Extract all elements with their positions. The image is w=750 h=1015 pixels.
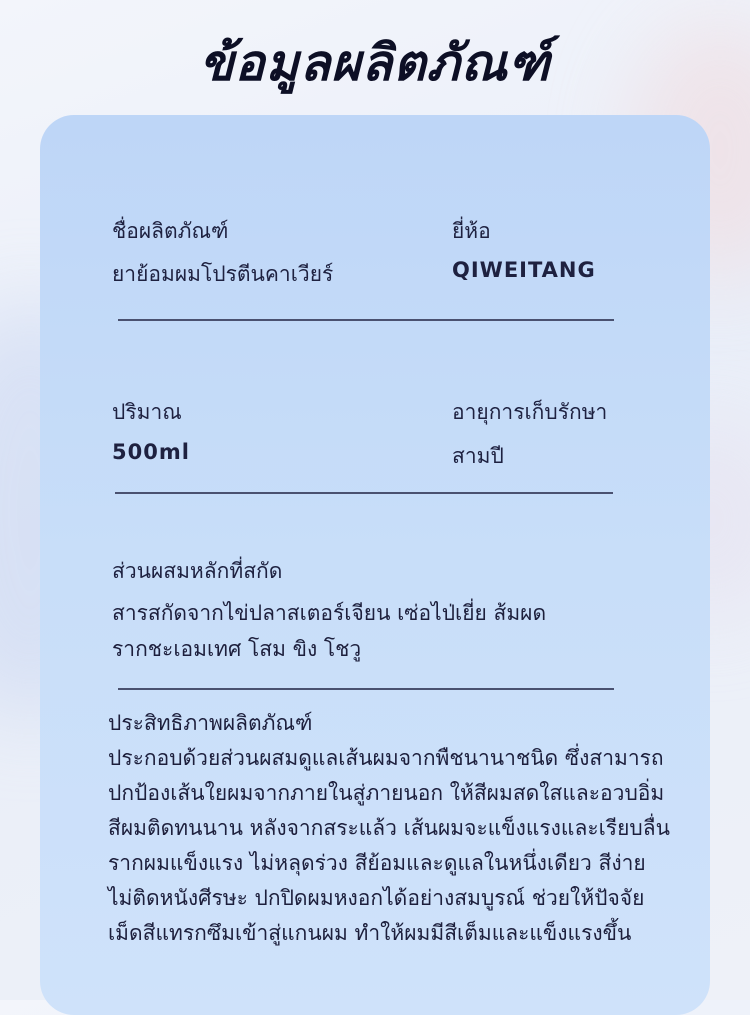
divider [115,492,613,494]
brand-label: ยี่ห้อ [452,219,491,243]
efficacy-line: ไม่ติดหนังศีรษะ ปกปิดผมหงอกได้อย่างสมบูรณ์ ช่วยให้ปัจจัย [108,886,645,910]
page-title: ข้อมูลผลิตภัณฑ์ [199,34,551,92]
brand-value: QIWEITANG [452,258,596,282]
ingredients-text [112,595,546,667]
efficacy-line: ปกป้องเส้นใยผมจากภายในสู่ภายนอก ให้สีผมสดใสและอวบอิ่ม [108,781,665,805]
divider [118,319,614,321]
product-name-label: ชื่อผลิตภัณฑ์ [112,219,229,243]
product-name-value: ยาย้อมผมโปรตีนคาเวียร์ [112,262,334,286]
volume-label: ปริมาณ [112,400,182,424]
shelf-life-value: สามปี [452,444,504,468]
volume-value: 500ml [112,440,190,464]
efficacy-line: รากผมแข็งแรง ไม่หลุดร่วง สีย้อมและดูแลในหนึ่งเดียว สีง่าย [108,851,646,875]
ingredients-line: สารสกัดจากไข่ปลาสเตอร์เจียน เซ่อไป่เยี่ย ส้มผด [112,601,547,625]
ingredients-line: รากชะเอมเทศ โสม ขิง โชวู [112,637,362,661]
ingredients-label: ส่วนผสมหลักที่สกัด [112,559,283,583]
efficacy-section [108,706,718,951]
efficacy-line: สีผมติดทนนาน หลังจากสระแล้ว เส้นผมจะแข็งแรงและเรียบลื่น [108,816,670,840]
efficacy-line: ประกอบด้วยส่วนผสมดูแลเส้นผมจากพืชนานาชนิด ซึ่งสามารถ [108,746,664,770]
efficacy-line: เม็ดสีแทรกซึมเข้าสู่แกนผม ทำให้ผมมีสีเต็มและแข็งแรงขึ้น [108,921,632,945]
shelf-life-label: อายุการเก็บรักษา [452,400,608,424]
efficacy-label: ประสิทธิภาพผลิตภัณฑ์ [108,711,313,735]
divider [118,688,614,690]
